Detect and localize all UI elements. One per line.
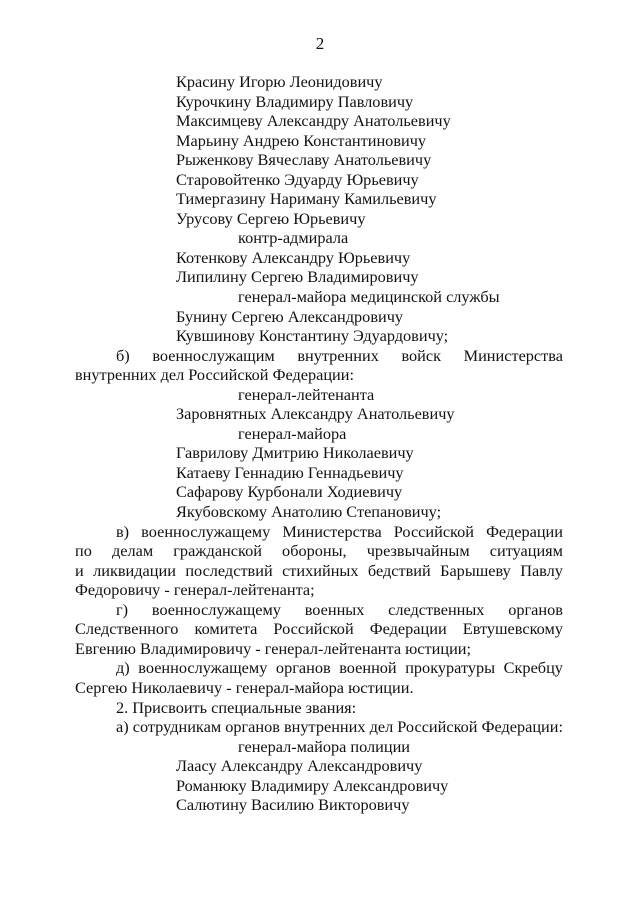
word: военнослужащему <box>141 521 271 541</box>
word: Федерации <box>486 521 563 541</box>
word: прокуратуры <box>405 658 496 678</box>
word: военной <box>339 658 397 678</box>
text-line: Рыженкову Вячеславу Анатольевичу <box>176 150 432 170</box>
text-line <box>75 346 563 366</box>
word: Павлу <box>520 560 563 580</box>
word: военнослужащему <box>138 658 268 678</box>
document-body <box>75 72 563 815</box>
text-line: Марьину Андрею Константиновичу <box>176 130 427 150</box>
text-line: Федоровичу - генерал-лейтенанта; <box>75 580 315 600</box>
rank-heading: контр-адмирала <box>238 228 349 248</box>
word: в) <box>116 521 130 541</box>
word: военнослужащим <box>152 345 275 365</box>
word: органов <box>508 599 563 619</box>
text-line: Романюку Владимиру Александровичу <box>176 775 449 795</box>
text-line: Котенкову Александру Юрьевичу <box>176 247 411 267</box>
text-line: Заровнятных Александру Анатольевичу <box>176 404 455 424</box>
word: Евтушевскому <box>462 619 563 639</box>
text-line: Старовойтенко Эдуарду Юрьевичу <box>176 169 419 189</box>
text-line <box>75 522 563 542</box>
word: Российской <box>273 619 354 639</box>
text-line: внутренних дел Российской Федерации: <box>75 365 354 385</box>
text-line: а) сотрудникам органов внутренних дел Российской Федерации: <box>116 717 563 737</box>
word: бедствий <box>367 560 431 580</box>
word: комитета <box>194 619 258 639</box>
word: Барышеву <box>440 560 511 580</box>
text-line: Максимцеву Александру Анатольевичу <box>176 111 451 131</box>
word: внутренних <box>297 345 379 365</box>
text-line: Якубовскому Анатолию Степановичу; <box>176 502 442 522</box>
rank-heading: генерал-майора полиции <box>238 736 411 756</box>
word: ситуациям <box>489 541 563 561</box>
text-line <box>75 658 563 678</box>
text-line: Салютину Василию Викторовичу <box>176 795 410 815</box>
word: Российской <box>393 521 474 541</box>
text-line: Курочкину Владимиру Павловичу <box>176 91 414 111</box>
text-line <box>75 600 563 620</box>
text-line: Липилину Сергею Владимировичу <box>176 267 419 287</box>
text-line: Кувшинову Константину Эдуардовичу; <box>176 326 449 346</box>
rank-heading: генерал-лейтенанта <box>238 384 375 404</box>
text-line: Лаасу Александру Александровичу <box>176 756 423 776</box>
word: и <box>75 560 84 580</box>
text-line: Сафарову Курбонали Ходиевичу <box>176 482 403 502</box>
word: делам <box>111 541 154 561</box>
word: стихийных <box>282 560 359 580</box>
text-line: Красину Игорю Леонидовичу <box>176 72 383 91</box>
text-line: Тимергазину Нариману Камильевичу <box>176 189 437 209</box>
word: ликвидации <box>93 560 176 580</box>
word: войск <box>401 345 442 365</box>
text-line: Евгению Владимировичу - генерал-лейтенанта юстиции; <box>75 638 472 658</box>
word: органов <box>275 658 331 678</box>
word: последствий <box>185 560 273 580</box>
word: чрезвычайным <box>366 541 470 561</box>
text-line <box>75 619 563 639</box>
word: следственных <box>388 599 485 619</box>
rank-heading: генерал-майора <box>238 423 347 443</box>
word: обороны, <box>282 541 347 561</box>
text-line: Бунину Сергею Александровичу <box>176 306 404 326</box>
word: военных <box>304 599 365 619</box>
word: Следственного <box>75 619 179 639</box>
text-line <box>75 541 563 561</box>
word: г) <box>116 599 129 619</box>
text-line <box>75 561 563 581</box>
word: б) <box>116 345 130 365</box>
word: военнослужащему <box>151 599 281 619</box>
word: д) <box>116 658 130 678</box>
text-line: Гаврилову Дмитрию Николаевичу <box>176 443 414 463</box>
word: Скребцу <box>503 658 563 678</box>
text-line: Урусову Сергею Юрьевичу <box>176 208 366 228</box>
word: Министерства <box>463 345 563 365</box>
rank-heading: генерал-майора медицинской службы <box>238 287 500 307</box>
word: Федерации <box>369 619 447 639</box>
text-line: Сергею Николаевичу - генерал-майора юстиции. <box>75 677 414 697</box>
page-number: 2 <box>315 34 325 53</box>
word: гражданской <box>173 541 262 561</box>
text-line: Катаеву Геннадию Геннадьевичу <box>176 462 404 482</box>
word: по <box>75 541 92 561</box>
text-line: 2. Присвоить специальные звания: <box>116 697 357 717</box>
word: Министерства <box>282 521 382 541</box>
